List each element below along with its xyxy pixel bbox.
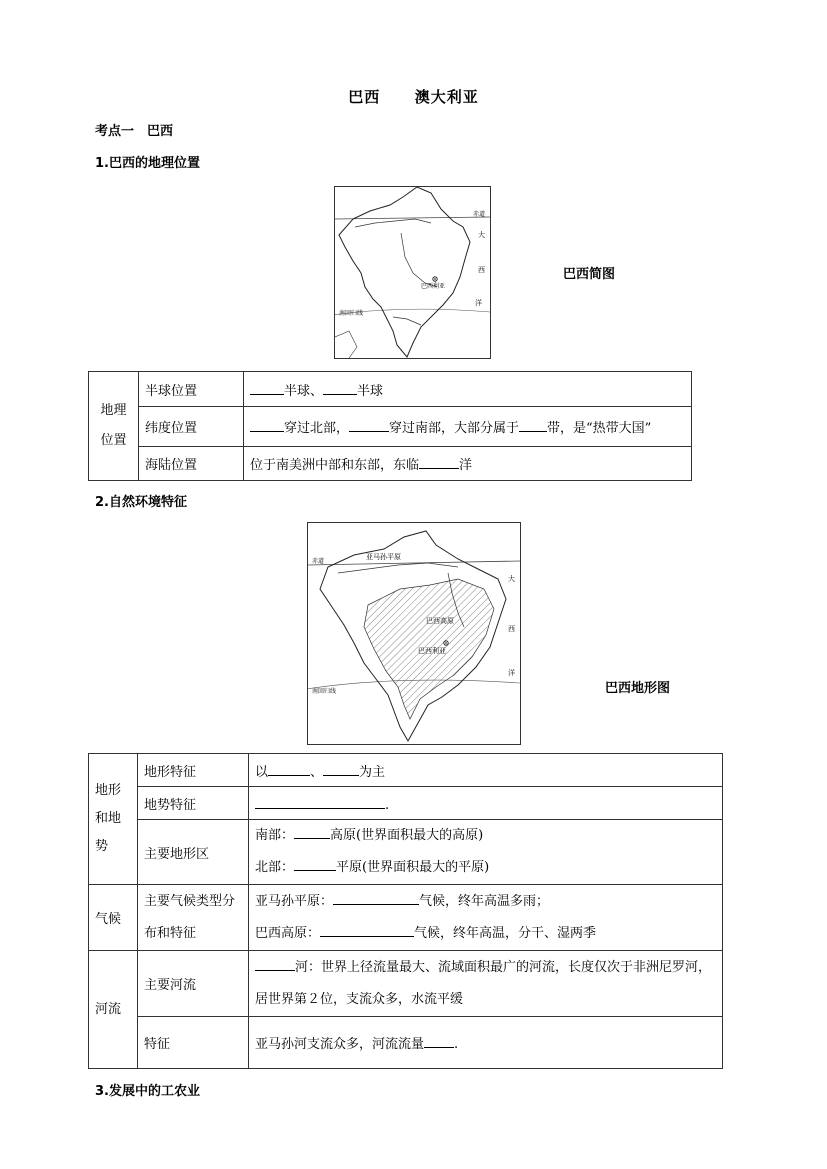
north-text: 平原(世界面积最大的平原) <box>336 860 490 875</box>
regions-label: 主要地形区 <box>138 820 249 885</box>
subsection-location: 1.巴西的地理位置 <box>95 156 200 171</box>
blank-latitude-1[interactable] <box>250 417 284 432</box>
hemisphere-cell <box>244 372 692 407</box>
climate-cell <box>249 885 723 951</box>
sea-land-cell <box>244 447 692 481</box>
climate-line-1 <box>255 886 716 918</box>
climate-group-label: 气候 <box>89 885 138 951</box>
ocean-label-2: 西 <box>478 266 485 274</box>
river-text: 河：世界上径流量最大、流域面积最广的河流，长度仅次于非洲尼罗河，居世界第２位，支流众多，水流平缓 <box>255 959 712 1007</box>
page-title <box>0 86 827 107</box>
latitude-text-3: 带，是“热带大国” <box>547 421 652 436</box>
regions-cell <box>249 820 723 885</box>
tropic-label-2: 南回归线 <box>312 688 337 695</box>
sea-land-label: 海陆位置 <box>139 447 244 481</box>
south-prefix: 南部： <box>255 828 295 843</box>
map2-caption: 巴西地形图 <box>605 681 671 696</box>
ocean2-label-3: 洋 <box>508 669 515 677</box>
latitude-text-2: 穿过南部，大部分属于 <box>389 421 520 436</box>
location-table <box>88 371 692 481</box>
sea-land-text-1: 位于南美洲中部和东部，东临 <box>250 458 420 473</box>
ocean2-label-2: 西 <box>508 625 515 633</box>
blank-river[interactable] <box>255 956 295 971</box>
blank-terrain-1[interactable] <box>268 761 310 776</box>
ocean-label-3: 洋 <box>475 299 482 307</box>
brazil-terrain-map <box>307 522 521 745</box>
climate-label: 主要气候类型分布和特征 <box>138 885 249 951</box>
climate-line-2 <box>255 918 716 950</box>
south-text: 高原(世界面积最大的高原) <box>330 828 484 843</box>
sea-land-text-2: 洋 <box>459 458 473 473</box>
slope-end: . <box>385 797 390 813</box>
feature-end: . <box>454 1037 459 1052</box>
river-label: 主要河流 <box>138 951 249 1017</box>
equator-label-2: 赤道 <box>312 558 325 565</box>
blank-ocean[interactable] <box>419 454 459 469</box>
amazon-plain-label: 亚马孙平原 <box>366 553 401 561</box>
hemisphere-text-2: 半球 <box>357 383 384 399</box>
blank-flow[interactable] <box>424 1033 454 1048</box>
blank-hemisphere-2[interactable] <box>323 380 357 395</box>
terrain-feature-label: 地形特征 <box>138 754 249 787</box>
title-brazil: 巴西 <box>348 88 381 106</box>
ocean-label-1: 大 <box>478 231 485 239</box>
location-group-label: 地理位置 <box>89 372 139 481</box>
terrain-text-1: 以 <box>255 764 269 780</box>
blank-climate-1[interactable] <box>333 890 419 905</box>
brazil-outline-svg <box>335 187 490 358</box>
river-group-label: 河流 <box>89 951 138 1069</box>
blank-hemisphere-1[interactable] <box>250 380 284 395</box>
north-region-line <box>255 852 716 884</box>
blank-slope[interactable] <box>255 794 385 809</box>
brazil-sketch-map <box>334 186 491 359</box>
capital-label-2: 巴西利亚 <box>418 647 446 655</box>
ocean2-label-1: 大 <box>508 575 515 583</box>
blank-north[interactable] <box>294 856 336 871</box>
feature-text: 亚马孙河支流众多，河流流量 <box>255 1037 425 1052</box>
latitude-label: 纬度位置 <box>139 407 244 447</box>
north-prefix: 北部： <box>255 860 295 875</box>
climate2-prefix: 巴西高原： <box>255 925 321 941</box>
terrain-svg <box>308 523 520 744</box>
equator-label: 赤道 <box>473 211 486 218</box>
capital-label: 巴西利亚 <box>421 283 446 290</box>
latitude-cell <box>244 407 692 447</box>
hemisphere-label: 半球位置 <box>139 372 244 407</box>
map1-caption: 巴西简图 <box>563 267 616 282</box>
south-region-line <box>255 820 716 852</box>
terrain-group-label: 地形和地势 <box>89 754 138 885</box>
environment-table <box>88 753 723 1069</box>
feature-cell <box>249 1017 723 1069</box>
terrain-feature-cell <box>249 754 723 787</box>
blank-latitude-2[interactable] <box>349 417 389 432</box>
slope-cell <box>249 787 723 820</box>
slope-label: 地势特征 <box>138 787 249 820</box>
brazil-plateau-label: 巴西高原 <box>426 617 454 625</box>
subsection-industry: 3.发展中的工农业 <box>95 1084 200 1099</box>
feature-label: 特征 <box>138 1017 249 1069</box>
terrain-text-2: 、 <box>310 764 324 780</box>
blank-latitude-3[interactable] <box>519 417 547 432</box>
terrain-text-3: 为主 <box>359 764 386 780</box>
title-australia: 澳大利亚 <box>414 88 479 106</box>
climate2-text: 气候，终年高温，分干、湿两季 <box>414 925 597 941</box>
hemisphere-text-1: 半球、 <box>284 383 324 399</box>
climate1-text: 气候，终年高温多雨； <box>419 893 550 909</box>
blank-terrain-2[interactable] <box>323 761 359 776</box>
tropic-label: 南回归线 <box>339 310 364 317</box>
section-heading: 考点一 巴西 <box>95 124 174 139</box>
latitude-text-1: 穿过北部， <box>284 421 350 436</box>
subsection-environment: 2.自然环境特征 <box>95 495 187 510</box>
blank-climate-2[interactable] <box>320 922 414 937</box>
blank-south[interactable] <box>294 824 330 839</box>
river-cell <box>249 951 723 1017</box>
climate1-prefix: 亚马孙平原： <box>255 893 334 909</box>
